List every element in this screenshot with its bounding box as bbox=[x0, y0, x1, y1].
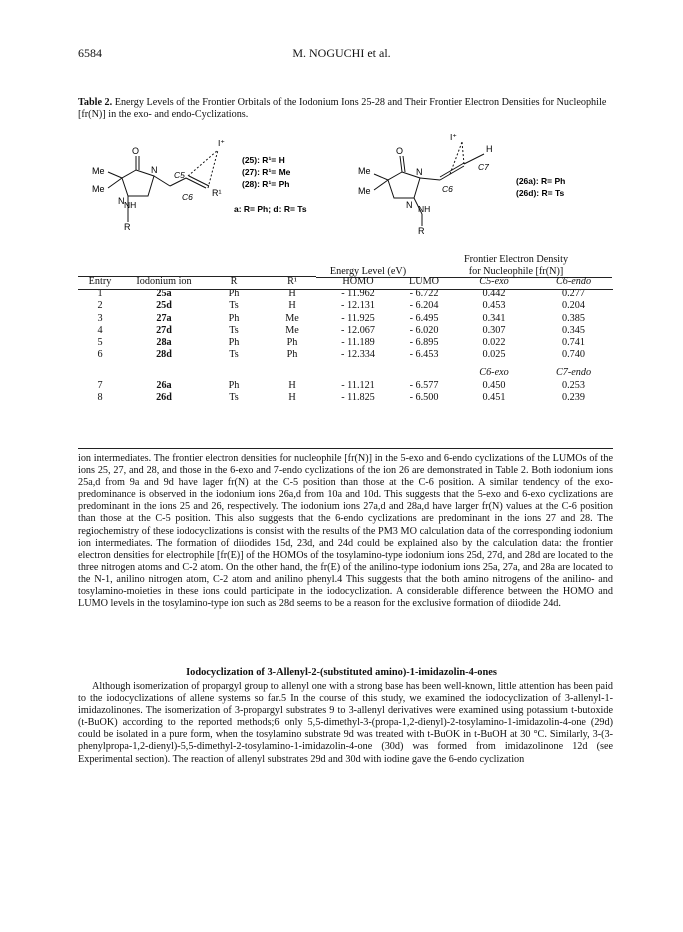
table-cell: 25a bbox=[156, 288, 172, 300]
table-cell: - 6.722 bbox=[409, 288, 439, 300]
left-note: a: R= Ph; d: R= Ts bbox=[234, 204, 307, 214]
atom-r1-left: R¹ bbox=[212, 188, 222, 198]
atom-me-left-2: Me bbox=[92, 184, 105, 194]
left-structure bbox=[108, 150, 218, 222]
right-label-26a: (26a): R= Ph bbox=[516, 176, 566, 186]
paragraph-2: Although isomerization of propargyl group to allenyl one with a strong base has been well-known, little attention has been paid to the iodocyclizations of allene systems so far.5 In the course of this study, we examined the iodocyclization of 3-allenyl-1-imidazolinones. The isomerization of 3-propargyl substrates 9 to 3-allenyl derivatives were examined using potassium t-butoxide (t-BuOK) according to the reported methods;6 only 5,5-dimethyl-3-(propa-1,2-dienyl)-2-tosylamino-1-imidazolin-4-one (29d) could be isolated in a pure form, when the tosylamino substrate 9d was treated with t-BuOK in t-BuOH at 30 °C. Similarly, 3-(3-phenylpropa-1,2-dienyl)-5,5-dimethyl-2-tosylamino-1-imidazolin-4-one (30d) was formed from imidazolinone 12d (see Experimental section). The reaction of allenyl substrates 29d and 30d with iodine gave the 6-endo cyclization bbox=[78, 681, 613, 765]
group-header-energy: Energy Level (eV) bbox=[329, 266, 407, 277]
table-cell: 28d bbox=[156, 349, 172, 361]
right-label-26d: (26d): R= Ts bbox=[516, 188, 565, 198]
table-cell: 0.741 bbox=[562, 337, 585, 349]
atom-me-right-2: Me bbox=[358, 186, 371, 196]
table-cell: - 12.334 bbox=[341, 349, 375, 361]
atom-r-left: R bbox=[124, 222, 131, 232]
table-row bbox=[78, 313, 613, 325]
table-header-rule bbox=[78, 289, 613, 290]
atom-n-left-1: N bbox=[151, 165, 158, 175]
table-cell: Ts bbox=[229, 300, 239, 312]
table-cell: 6 bbox=[97, 349, 103, 361]
atom-iplus-right: I⁺ bbox=[450, 132, 457, 142]
group-header-fr-line1: Frontier Electron Density bbox=[463, 254, 569, 265]
page-number: 6584 bbox=[78, 46, 102, 60]
table-row bbox=[78, 392, 613, 404]
table-subheader-row bbox=[78, 367, 613, 379]
atom-iplus-left: I⁺ bbox=[218, 138, 225, 148]
atom-me-right-1: Me bbox=[358, 166, 371, 176]
energy-table bbox=[78, 276, 613, 404]
atom-n-right-2: N bbox=[406, 200, 413, 210]
table-cell: Ts bbox=[229, 349, 239, 361]
table-cell: - 6.204 bbox=[409, 300, 439, 312]
col-lumo: LUMO bbox=[409, 276, 439, 288]
table-cell-empty bbox=[122, 367, 206, 379]
subheader-c6-exo: C6-exo bbox=[479, 367, 509, 379]
table-cell: - 11.962 bbox=[341, 288, 375, 300]
table-cell: 0.451 bbox=[482, 391, 506, 403]
table-caption bbox=[78, 97, 613, 121]
atom-o-left: O bbox=[132, 146, 140, 156]
table-cell: 26d bbox=[156, 391, 172, 403]
table-row bbox=[78, 349, 613, 361]
table-cell: Ts bbox=[229, 391, 239, 403]
table-row bbox=[78, 380, 613, 392]
atom-nh-right: NH bbox=[418, 204, 431, 214]
table-row bbox=[78, 337, 613, 349]
table-cell: Ph bbox=[228, 337, 240, 349]
section-title: Iodocyclization of 3-Allenyl-2-(substituted amino)-1-imidazolin-4-ones bbox=[186, 667, 497, 678]
table-cell: 0.025 bbox=[482, 349, 506, 361]
table-cell: Ts bbox=[229, 324, 239, 336]
left-label-25: (25): R¹= H bbox=[242, 155, 285, 165]
table-cell-empty bbox=[394, 367, 454, 379]
subheader-c7-endo: C7-endo bbox=[555, 367, 592, 379]
table-cell: 7 bbox=[97, 379, 103, 391]
table-cell: - 11.121 bbox=[341, 379, 375, 391]
table-cell-empty bbox=[262, 367, 322, 379]
atom-nh-left: NH bbox=[124, 200, 137, 210]
table-cell: - 6.577 bbox=[409, 379, 439, 391]
table-cell: 3 bbox=[97, 312, 103, 324]
table-header-row bbox=[78, 276, 613, 288]
table-cell: Me bbox=[285, 312, 299, 324]
table-cell: - 12.131 bbox=[341, 300, 375, 312]
table-cell: Ph bbox=[286, 337, 298, 349]
atom-me-left-1: Me bbox=[92, 166, 105, 176]
atom-n-left-2: N bbox=[118, 196, 125, 206]
left-label-28: (28): R¹= Ph bbox=[242, 179, 290, 189]
iodonium-scheme bbox=[78, 130, 613, 250]
table-cell: - 6.495 bbox=[409, 312, 439, 324]
table-cell: 2 bbox=[97, 300, 103, 312]
atom-n-right-1: N bbox=[416, 167, 423, 177]
table-cell: 25d bbox=[156, 300, 172, 312]
col-r1: R¹ bbox=[287, 276, 297, 288]
table-cell: - 6.020 bbox=[409, 324, 439, 336]
label-c7-right: C7 bbox=[478, 162, 489, 172]
group-header-fr-line2: for Nucleophile [fr(N)] bbox=[468, 266, 564, 277]
caption-text: Energy Levels of the Frontier Orbitals of the Iodonium Ions 25-28 and Their Frontier Electron Densities for Nucleophile [fr(N)] in the exo- and endo-Cyclizations. bbox=[78, 97, 607, 120]
label-c6-right: C6 bbox=[442, 184, 453, 194]
table-cell: 28a bbox=[156, 337, 172, 349]
table-cell: 0.385 bbox=[562, 312, 585, 324]
table-cell: - 11.925 bbox=[341, 312, 375, 324]
table-top-rule bbox=[78, 276, 316, 277]
left-label-27: (27): R¹= Me bbox=[242, 167, 291, 177]
atom-h-right: H bbox=[486, 144, 493, 154]
table-cell: 8 bbox=[97, 391, 103, 403]
col-entry: Entry bbox=[88, 276, 112, 288]
table-cell: 0.253 bbox=[562, 379, 585, 391]
table-cell: - 6.500 bbox=[409, 391, 439, 403]
table-row bbox=[78, 288, 613, 300]
table-row bbox=[78, 325, 613, 337]
table-cell-empty bbox=[206, 367, 262, 379]
label-c5-left: C5 bbox=[174, 170, 185, 180]
col-r: R bbox=[230, 276, 238, 288]
table-cell: H bbox=[288, 379, 296, 391]
paragraph-1: ion intermediates. The frontier electron densities for nucleophile [fr(N)] in the 5-exo and 6-endo cyclizations of the LUMOs of the ions 25, 27, and 28, and those in the 6-exo and 7-endo cyclizations of the ion 26 are demonstrated in Table 2. Both iodonium ions 25a,d from 9a and 9d have lager fr(N) at the C-5 position than those at the C-6 position. A similar tendency of the exo-predominance is observed in the iodonium ions 26a,d from 10a and 10d. This suggests that the 5-exo and 6-exo cyclizations are predominant in the ions 25 and 26, respectively. The iodonium ions 27a,d and 28a,d have larger fr(N) values at the C-6 position than those at the C-5 position. This also suggests that the 6-endo cyclizations are predominant in the ions 27 and 28. The regiochemistry of these iodocyclizations is consist with the results of the PM3 MO calculation data of the corresponding iodonium ion intermediates. The formation of diiodides 15d, 23d, and 24d could be explained also by the calculation data: the frontier electron densities for electrophile [fr(E)] of the HOMOs of the tosylamino-type iodonium ions 25d, 27d, and 28d are located to the three nitrogen atoms and C-2 atom. On the other hand, the fr(E) of the anilino-type iodonium ions 25a, 27a, and 28a are located to the N-1, anilino nitrogen atom, C-2 atom and anilino phenyl.4 This suggests that the both amino nitrogens of the anilino- and tosylamino-moieties in these ions could participate in the iodocyclization. A considerable difference between the HOMO and LUMO levels in the tosylamino-type ion such as 28d seems to be a reason for the exclusive formation of diiodide 24d. bbox=[78, 453, 613, 610]
table-cell: 5 bbox=[97, 337, 103, 349]
table-cell: Ph bbox=[228, 379, 240, 391]
table-cell: 0.277 bbox=[562, 288, 585, 300]
col-c6-endo: C6-endo bbox=[555, 276, 592, 288]
table-cell: Ph bbox=[228, 288, 240, 300]
col-iodonium-ion: Iodonium ion bbox=[136, 276, 192, 288]
table-cell: Me bbox=[285, 324, 299, 336]
table-row bbox=[78, 300, 613, 312]
table-cell: 0.442 bbox=[482, 288, 506, 300]
table-cell: - 11.189 bbox=[341, 337, 375, 349]
table-bottom-rule bbox=[78, 448, 613, 449]
atom-o-right: O bbox=[396, 146, 404, 156]
table-cell: 0.022 bbox=[482, 337, 506, 349]
table-cell: 1 bbox=[97, 288, 103, 300]
table-cell: H bbox=[288, 391, 296, 403]
table-cell: 0.450 bbox=[482, 379, 506, 391]
table-cell: 27a bbox=[156, 312, 172, 324]
table-cell: 0.204 bbox=[562, 300, 585, 312]
table-cell: - 6.895 bbox=[409, 337, 439, 349]
table-cell-empty bbox=[322, 367, 394, 379]
table-cell: 0.239 bbox=[562, 391, 585, 403]
table-cell-empty bbox=[78, 367, 122, 379]
table-cell: - 11.825 bbox=[341, 391, 375, 403]
table-cell: 27d bbox=[156, 324, 172, 336]
table-cell: Ph bbox=[286, 349, 298, 361]
running-head: M. NOGUCHI et al. bbox=[292, 46, 391, 60]
table-cell: 0.453 bbox=[482, 300, 506, 312]
table-cell: 4 bbox=[97, 324, 103, 336]
table-cell: 26a bbox=[156, 379, 172, 391]
atom-r-right: R bbox=[418, 226, 425, 236]
col-c5-exo: C5-exo bbox=[479, 276, 509, 288]
caption-label: Table 2. bbox=[78, 97, 113, 108]
table-cell: - 12.067 bbox=[341, 324, 375, 336]
label-c6-left: C6 bbox=[182, 192, 193, 202]
table-cell: 0.341 bbox=[482, 312, 506, 324]
table-cell: 0.345 bbox=[562, 324, 585, 336]
table-cell: 0.307 bbox=[482, 324, 506, 336]
table-cell: Ph bbox=[228, 312, 240, 324]
table-cell: H bbox=[288, 300, 296, 312]
table-cell: H bbox=[288, 288, 296, 300]
table-cell: 0.740 bbox=[562, 349, 585, 361]
table-cell: - 6.453 bbox=[409, 349, 439, 361]
col-homo: HOMO bbox=[342, 276, 374, 288]
